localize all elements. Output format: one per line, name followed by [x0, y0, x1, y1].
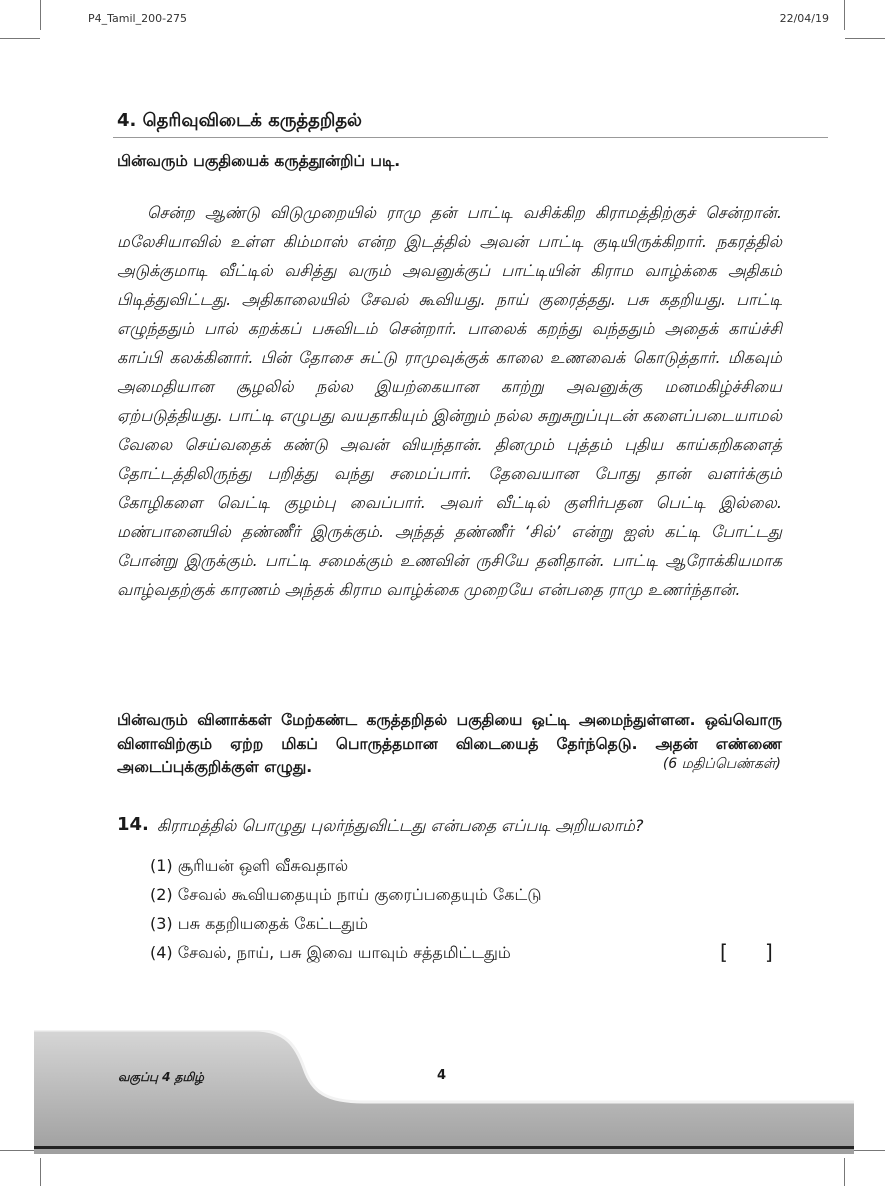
answer-bracket-close[interactable]: ]: [765, 940, 773, 964]
crop-mark: [844, 0, 845, 30]
section-divider: [113, 137, 828, 138]
crop-mark: [40, 0, 41, 30]
reading-instruction: பின்வரும் பகுதியைக் கருத்தூன்றிப் படி.: [117, 152, 401, 170]
crop-mark: [40, 1158, 41, 1186]
file-label: P4_Tamil_200-275: [88, 12, 188, 25]
section-title: [117, 110, 362, 133]
question-instruction: பின்வரும் வினாக்கள் மேற்கண்ட கருத்தறிதல் பகுதியை ஒட்டி அமைந்துள்ளன. ஒவ்வொரு வினாவிற்கும் ஏற்ற மிகப் பொருத்தமான விடையைத் தேர்ந்தெடு. அதன் எண்ணை அடைப்புக்குறிக்குள் எழுது.: [117, 711, 782, 776]
page-number: 4: [437, 1068, 447, 1083]
marks-note: (6 மதிப்பெண்கள்): [662, 756, 781, 772]
option-1[interactable]: (1) சூரியன் ஒளி வீசுவதால்: [150, 856, 349, 875]
crop-mark: [845, 38, 885, 39]
question-number: 14.: [117, 814, 149, 835]
option-2[interactable]: (2) சேவல் கூவியதையும் நாய் குரைப்பதையும் கேட்டு: [150, 885, 542, 904]
footer-band: [34, 1030, 854, 1154]
print-date: 22/04/19: [779, 12, 829, 25]
passage-text: சென்ற ஆண்டு விடுமுறையில் ராமு தன் பாட்டி வசிக்கிற கிராமத்திற்குச் சென்றான். மலேசியாவில் உள்ள கிம்மாஸ் என்ற இடத்தில் அவன் பாட்டி குடியிருக்கிறார். நகரத்தில் அடுக்குமாடி வீட்டில் வசித்து வரும் அவனுக்குப் பாட்டியின் கிராம வாழ்க்கை அதிகம் பிடித்துவிட்டது. அதிகாலையில் சேவல் கூவியது. நாய் குரைத்தது. பசு கதறியது. பாட்டி எழுந்ததும் பால் கறக்கப் பசுவிடம் சென்றார். பாலைக் கறந்து வந்ததும் அதைக் காய்ச்சி காப்பி கலக்கினார். பின் தோசை சுட்டு ராமுவுக்குக் காலை உணவைக் கொடுத்தார். மிகவும் அமைதியான சூழலில் நல்ல இயற்கையான காற்று அவனுக்கு மனமகிழ்ச்சியை ஏற்படுத்தியது. பாட்டி எழுபது வயதாகியும் இன்றும் நல்ல சுறுசுறுப்புடன் களைப்படையாமல் வேலை செய்வதைக் கண்டு அவன் வியந்தான். தினமும் புத்தம் புதிய காய்கறிகளைத் தோட்டத்திலிருந்து பறித்து வந்து சமைப்பார். தேவையான போது தான் வளர்க்கும் கோழிகளை வெட்டி குழம்பு வைப்பார். அவர் வீட்டில் குளிர்பதன பெட்டி இல்லை. மண்பானையில் தண்ணீர் இருக்கும். அந்தத் தண்ணீர் ‘சில்’ என்று ஐஸ் கட்டி போட்டது போன்று இருக்கும். பாட்டி சமைக்கும் உணவின் ருசியே தனிதான். பாட்டி ஆரோக்கியமாக வாழ்வதற்குக் காரணம் அந்தக் கிராம வாழ்க்கை முறையே என்பதை ராமு உணர்ந்தான்.: [117, 203, 782, 599]
option-3[interactable]: (3) பசு கதறியதைக் கேட்டதும்: [150, 914, 369, 933]
section-number: 4.: [117, 110, 137, 131]
question-text: கிராமத்தில் பொழுது புலர்ந்துவிட்டது என்பதை எப்படி அறியலாம்?: [157, 816, 644, 835]
answer-bracket-open[interactable]: [: [720, 940, 728, 964]
section-title-text: தெரிவுவிடைக் கருத்தறிதல்: [142, 110, 362, 131]
comprehension-passage: [117, 198, 782, 604]
footer-grade-label: வகுப்பு 4 தமிழ்: [118, 1070, 204, 1084]
crop-mark: [0, 38, 40, 39]
option-4[interactable]: (4) சேவல், நாய், பசு இவை யாவும் சத்தமிட்டதும்: [150, 943, 511, 962]
print-header: [88, 12, 829, 30]
crop-mark: [844, 1158, 845, 1186]
